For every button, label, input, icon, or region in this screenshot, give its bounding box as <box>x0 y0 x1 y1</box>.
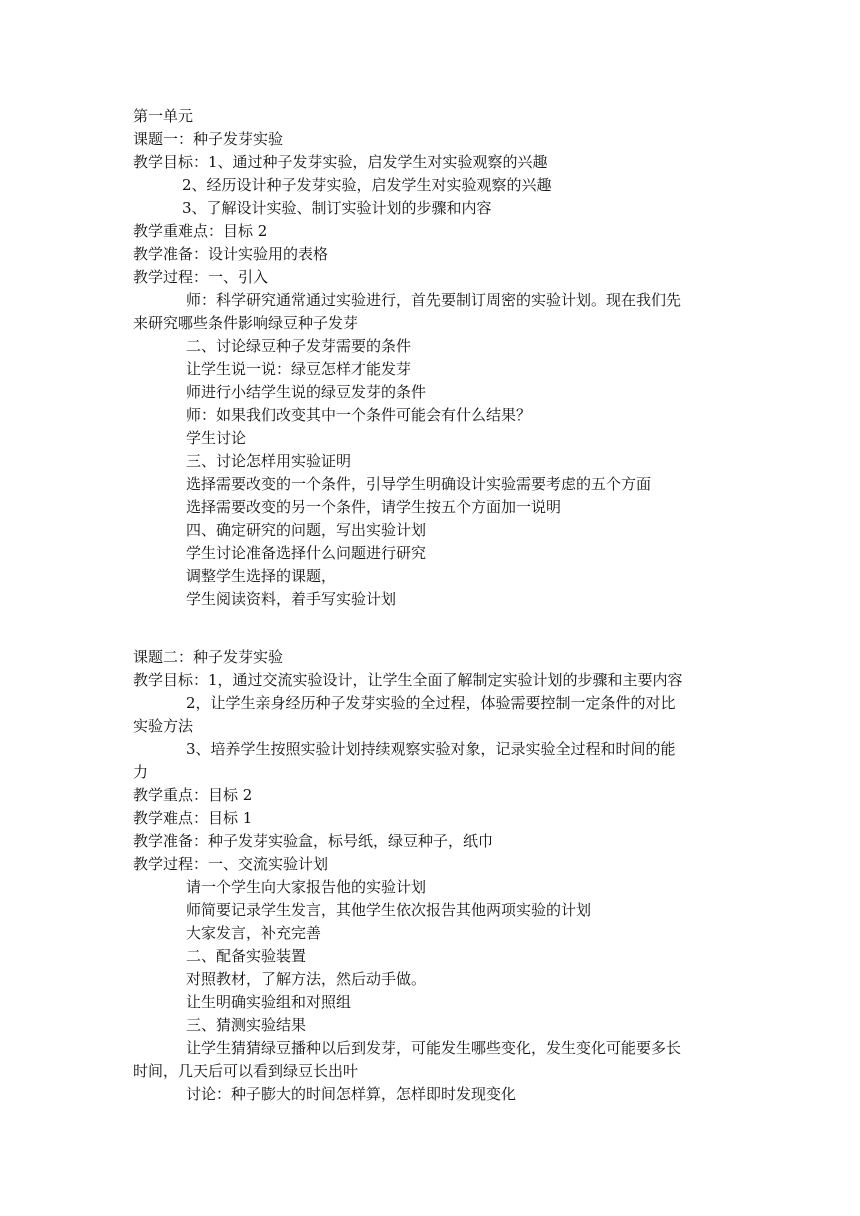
lesson2-step: 大家发言，补充完善 <box>186 924 322 942</box>
lesson2-guess-line2: 时间，几天后可以看到绿豆长出叶 <box>133 1062 359 1080</box>
lesson1-intro-teacher-line1: 师：科学研究通常通过实验进行，首先要制订周密的实验计划。现在我们先 <box>186 291 682 309</box>
lesson2-goal-3-line2: 力 <box>133 763 149 781</box>
unit-title: 第一单元 <box>133 107 194 125</box>
lesson1-step: 学生讨论准备选择什么问题进行研究 <box>186 544 427 562</box>
lesson1-step: 选择需要改变的另一个条件，请学生按五个方面加一说明 <box>186 498 562 516</box>
lesson2-process-intro: 教学过程：一、交流实验计划 <box>133 855 329 873</box>
lesson2-difficulty: 教学难点：目标 1 <box>133 809 253 827</box>
lesson1-step: 三、讨论怎样用实验证明 <box>186 452 352 470</box>
lesson1-step: 二、讨论绿豆种子发芽需要的条件 <box>186 337 412 355</box>
lesson2-goal-2-line1: 2，让学生亲身经历种子发芽实验的全过程，体验需要控制一定条件的对比 <box>186 694 676 712</box>
lesson1-key-point: 教学重难点：目标 2 <box>133 222 268 240</box>
lesson2-goal-1: 教学目标：1，通过交流实验设计，让学生全面了解制定实验计划的步骤和主要内容 <box>133 671 683 689</box>
lesson1-goal-2: 2、经历设计种子发芽实验，启发学生对实验观察的兴趣 <box>182 176 552 194</box>
lesson1-step: 学生阅读资料，着手写实验计划 <box>186 590 397 608</box>
lesson1-step: 师进行小结学生说的绿豆发芽的条件 <box>186 383 427 401</box>
lesson1-process-intro: 教学过程：一、引入 <box>133 268 269 286</box>
lesson2-title: 课题二：种子发芽实验 <box>133 648 284 666</box>
lesson1-step: 学生讨论 <box>186 429 247 447</box>
lesson1-step: 调整学生选择的课题， <box>186 567 337 585</box>
lesson2-step: 师简要记录学生发言，其他学生依次报告其他两项实验的计划 <box>186 901 592 919</box>
lesson2-step: 让生明确实验组和对照组 <box>186 993 352 1011</box>
lesson2-discussion: 讨论：种子膨大的时间怎样算，怎样即时发现变化 <box>186 1085 517 1103</box>
lesson1-step: 师：如果我们改变其中一个条件可能会有什么结果？ <box>186 406 532 424</box>
lesson2-step: 请一个学生向大家报告他的实验计划 <box>186 878 427 896</box>
lesson2-step: 对照教材，了解方法，然后动手做。 <box>186 970 427 988</box>
lesson2-preparation: 教学准备：种子发芽实验盒，标号纸，绿豆种子，纸巾 <box>133 832 494 850</box>
lesson1-goal-3: 3、了解设计实验、制订实验计划的步骤和内容 <box>182 199 492 217</box>
lesson2-goal-3-line1: 3、培养学生按照实验计划持续观察实验对象，记录实验全过程和时间的能 <box>186 740 676 758</box>
lesson1-step: 四、确定研究的问题，写出实验计划 <box>186 521 427 539</box>
lesson1-step: 让学生说一说：绿豆怎样才能发芽 <box>186 360 412 378</box>
lesson1-intro-teacher-line2: 来研究哪些条件影响绿豆种子发芽 <box>133 314 359 332</box>
lesson1-preparation: 教学准备：设计实验用的表格 <box>133 245 329 263</box>
lesson2-key-point: 教学重点：目标 2 <box>133 786 253 804</box>
lesson2-step: 二、配备实验装置 <box>186 947 307 965</box>
lesson2-guess-line1: 让学生猜猜绿豆播种以后到发芽，可能发生哪些变化，发生变化可能要多长 <box>186 1039 682 1057</box>
lesson1-step: 选择需要改变的一个条件，引导学生明确设计实验需要考虑的五个方面 <box>186 475 652 493</box>
lesson1-title: 课题一：种子发芽实验 <box>133 130 284 148</box>
lesson1-goal-1: 教学目标：1、通过种子发芽实验，启发学生对实验观察的兴趣 <box>133 153 548 171</box>
lesson2-step: 三、猜测实验结果 <box>186 1016 307 1034</box>
lesson2-goal-2-line2: 实验方法 <box>133 717 194 735</box>
